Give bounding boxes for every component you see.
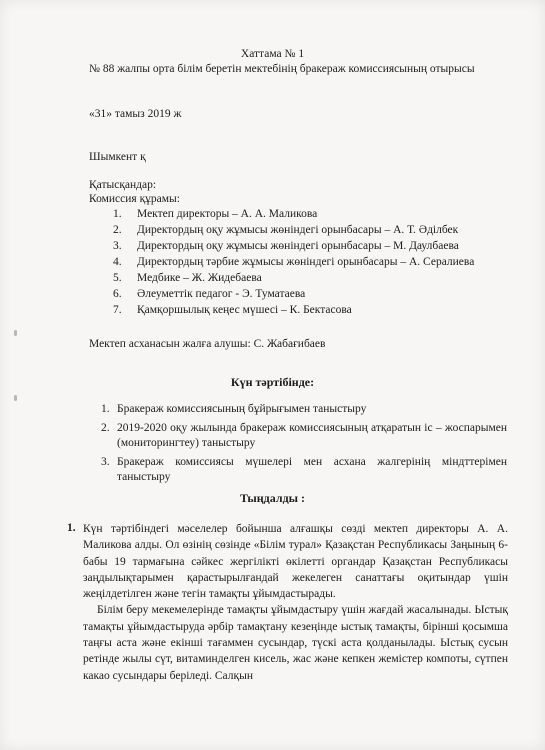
meeting-date: «31» тамыз 2019 ж — [89, 108, 182, 120]
agenda-list — [0, 402, 545, 489]
list-item: 2. Директордың оқу жұмысы жөніндегі орынбасары – А. Т. Әділбек — [113, 224, 459, 236]
list-item: 3. Бракераж комиссиясы мүшелері мен асхана жалгерінің міндттерімен таныстыру — [101, 456, 507, 483]
participants-label: Қатысқандар: — [89, 179, 157, 191]
list-item: 5. Медбике – Ж. Жидебаева — [113, 272, 262, 284]
list-item: 1. Мектеп директоры – А. А. Маликова — [113, 208, 318, 220]
list-item: 1. Бракераж комиссиясының бұйрығымен таныстыру — [101, 403, 367, 415]
list-item: 4. Директордың тәрбие жұмысы жөніндегі орынбасары – А. Сералиева — [113, 256, 475, 268]
agenda-heading: Күн тәртібінде: — [230, 375, 315, 389]
scan-mark — [14, 395, 17, 401]
paragraph: Күн тәртібіндегі мәселелер бойынша алғашқы сөзді мектеп директоры А. А. Маликова алды. Ол өзінің сөзінде «Білім турал» Қазақстан Республикасы Заңының 6- бабы 19 тармағына сәйкес жергілікті өкілетті органдар Қазақстан Республикасы заңдылықтарымен қарастырылғандай жекелеген санаттағы оқитындар үшін жеңілдетілген және тегін тамақты ұйымдастырады. — [83, 523, 508, 601]
meeting-city: Шымкент қ — [89, 151, 146, 163]
list-item: 7. Қамқоршылық кеңес мүшесі – К. Бектасова — [113, 304, 352, 316]
scan-mark — [14, 330, 17, 336]
document-title: Хаттама № 1 — [240, 48, 305, 60]
document-subtitle: № 88 жалпы орта білім беретін мектебінің бракераж комиссиясының отырысы — [89, 63, 475, 75]
list-item: 3. Директордың оқу жұмысы жөніндегі орынбасары – М. Даулбаева — [113, 240, 459, 252]
canteen-lessee: Мектеп асханасын жалға алушы: С. Жабағибаев — [89, 338, 326, 350]
body-text — [83, 521, 508, 684]
item-number: 1. — [67, 522, 76, 534]
commission-members-list — [0, 206, 474, 318]
paragraph: Білім беру мекемелерінде тамақты ұйымдастыру үшін жағдай жасалынады. Ыстық тамақты ұйымдастыруда әрбір тамақтану кезеңінде ыстық тамақты, бірінші қосымша таңғы аста және екінші тағаммен сусындар, түскі аста қолданылады. Ыстық сусын ретінде жылы сүт, витаминделген кисель, жас және кепкен жемістер компоты, сүтпен какао сусындары беріледі. Салқын — [83, 604, 508, 682]
commission-label: Комиссия құрамы: — [89, 193, 180, 205]
list-item: 6. Әлеуметтік педагог - Э. Туматаева — [113, 288, 306, 300]
list-item: 2. 2019-2020 оқу жылында бракераж комиссиясының атқаратын іс – жоспарымен (мониторингтеу) таныстыру — [101, 422, 507, 449]
heard-heading: Тыңдалды : — [239, 491, 306, 505]
